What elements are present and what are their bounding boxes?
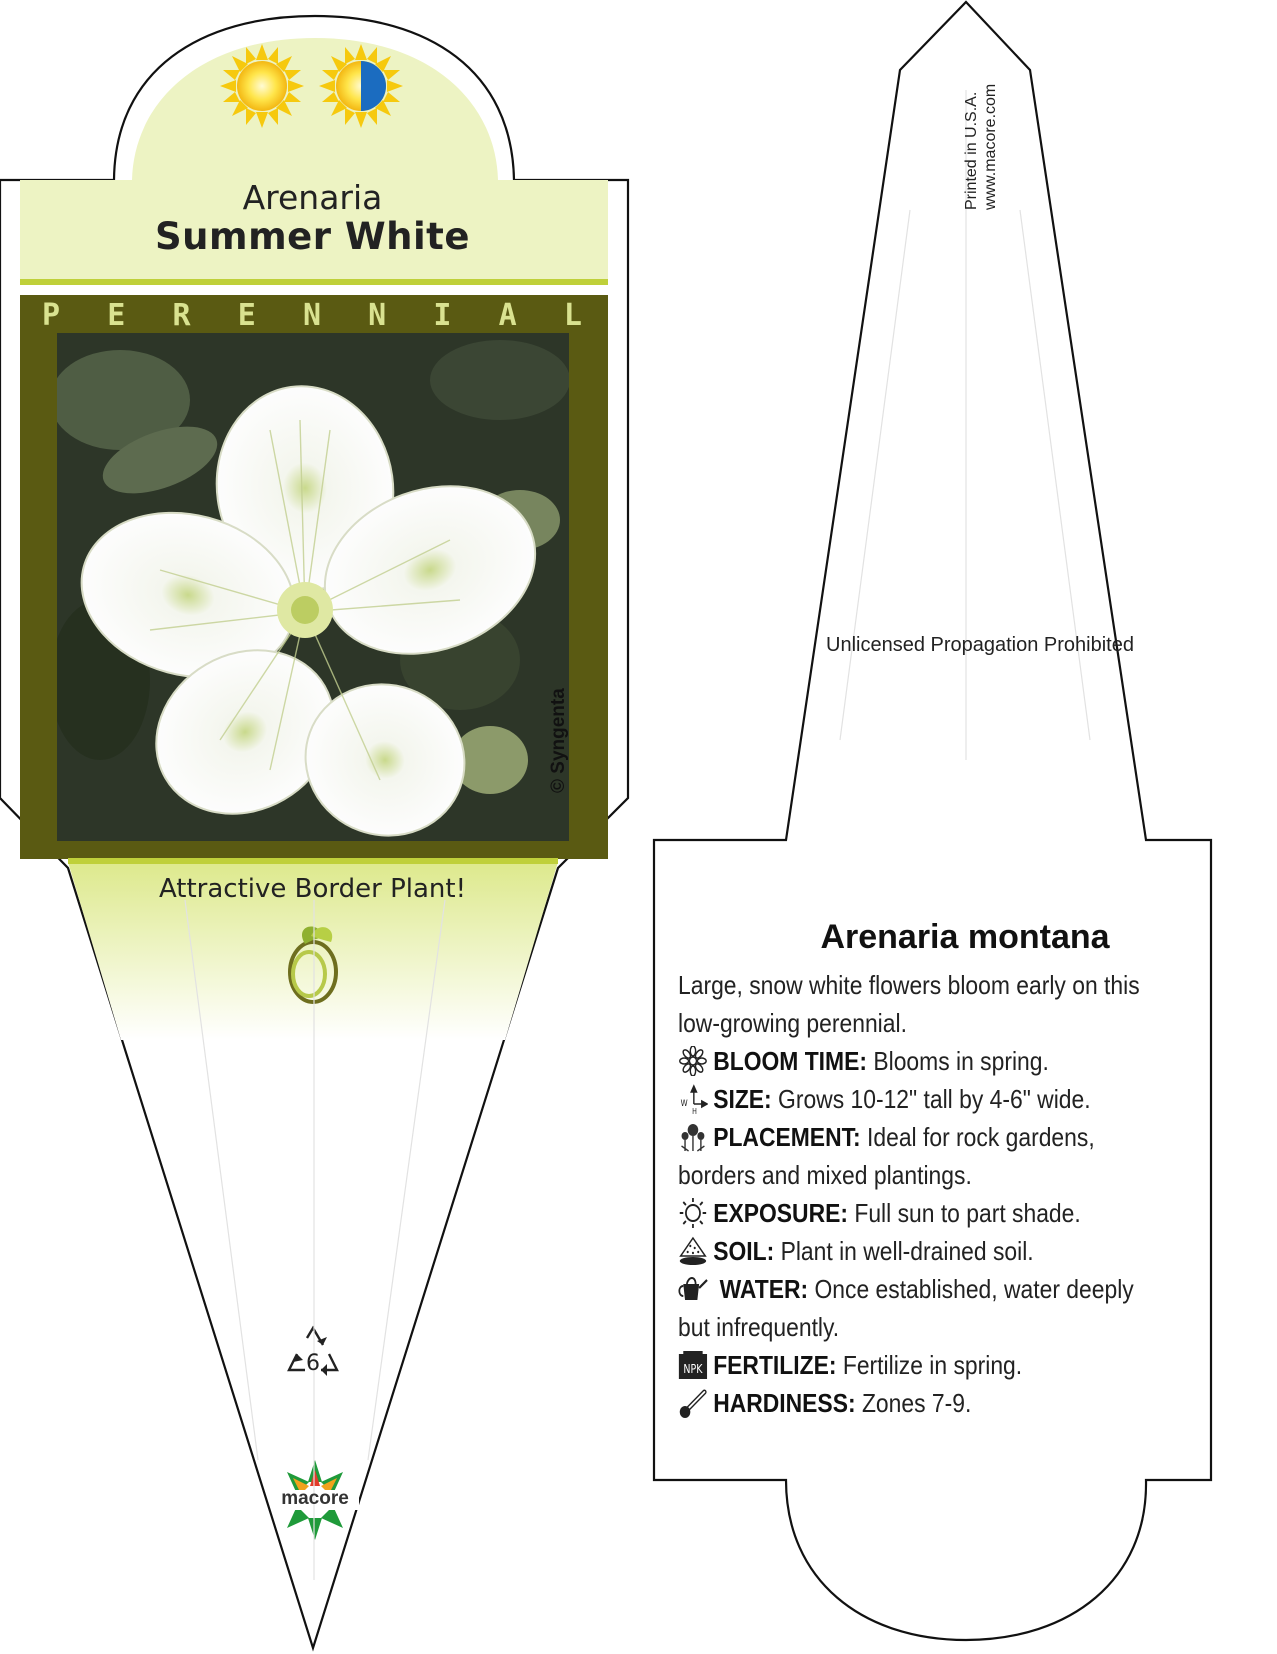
svg-text:NPK: NPK xyxy=(683,1362,703,1377)
perennial-letter: I xyxy=(433,298,452,333)
spec-value: Grows 10-12" tall by 4-6" wide. xyxy=(778,1084,1091,1114)
spec-value: Blooms in spring. xyxy=(873,1046,1049,1076)
thermometer-icon xyxy=(678,1388,708,1418)
spec-label: SIZE: xyxy=(713,1084,772,1114)
spec-label: WATER: xyxy=(719,1274,809,1304)
propagation-notice: Unlicensed Propagation Prohibited xyxy=(826,634,1134,656)
perennial-letter: P xyxy=(42,298,61,333)
spec-exposure xyxy=(678,1194,1171,1232)
spec-label: SOIL: xyxy=(713,1236,775,1266)
spec-value: Zones 7-9. xyxy=(861,1388,972,1418)
species-name: Arenaria montana xyxy=(820,918,1110,956)
description: Large, snow white flowers bloom early on this low-growing perennial. xyxy=(678,970,1140,1038)
spec-value: Fertilize in spring. xyxy=(842,1350,1023,1380)
perennial-letter: N xyxy=(302,298,321,333)
placement-icon xyxy=(678,1122,708,1152)
spec-value: Full sun to part shade. xyxy=(854,1198,1081,1228)
perennial-letter: A xyxy=(498,298,517,333)
spec-label: PLACEMENT: xyxy=(713,1122,861,1152)
svg-text:W: W xyxy=(680,1097,688,1109)
recycle-code: 6 xyxy=(306,1351,320,1376)
perennial-letter: L xyxy=(563,298,582,333)
watering-can-icon xyxy=(678,1274,708,1304)
flower-icon xyxy=(678,1046,708,1076)
flower-photo xyxy=(50,333,570,858)
spec-label: EXPOSURE: xyxy=(713,1198,848,1228)
spec-soil xyxy=(678,1232,1171,1270)
website: www.macore.com xyxy=(982,83,999,210)
care-info xyxy=(678,966,1171,1422)
perennial-letter: E xyxy=(237,298,256,333)
cultivar-name: Summer White xyxy=(155,215,470,258)
full-sun-icon xyxy=(220,44,304,128)
spec-label: FERTILIZE: xyxy=(713,1350,837,1380)
perennial-letter: E xyxy=(107,298,126,333)
spec-value: Once established, water deeply but infrequently. xyxy=(678,1274,1134,1342)
part-shade-icon xyxy=(319,44,403,128)
genus-name: Arenaria xyxy=(242,178,383,217)
tagline: Attractive Border Plant! xyxy=(158,874,467,904)
perennial-letter: N xyxy=(368,298,387,333)
spec-label: HARDINESS: xyxy=(713,1388,856,1418)
size-icon xyxy=(678,1084,708,1114)
spec-bloom-time xyxy=(678,1042,1171,1080)
spec-value: Ideal for rock gardens, borders and mixed plantings. xyxy=(678,1122,1095,1190)
spec-value: Plant in well-drained soil. xyxy=(780,1236,1034,1266)
sun-icon xyxy=(678,1198,708,1228)
spec-size xyxy=(678,1080,1171,1118)
spec-label: BLOOM TIME: xyxy=(713,1046,867,1076)
spec-placement xyxy=(678,1118,1171,1194)
svg-text:H: H xyxy=(692,1106,697,1114)
photo-credit: © Syngenta xyxy=(548,688,569,793)
spec-fertilize xyxy=(678,1346,1171,1384)
npk-icon xyxy=(678,1350,708,1380)
print-info xyxy=(962,84,1000,210)
spec-hardiness xyxy=(678,1384,1171,1422)
spec-water xyxy=(678,1270,1171,1346)
brand-name: macore xyxy=(281,1488,349,1509)
soil-icon xyxy=(678,1236,708,1266)
perennial-label xyxy=(42,298,582,333)
title-band-rule xyxy=(20,279,608,285)
printed-in: Printed in U.S.A. xyxy=(963,91,980,210)
perennial-letter: R xyxy=(172,298,191,333)
